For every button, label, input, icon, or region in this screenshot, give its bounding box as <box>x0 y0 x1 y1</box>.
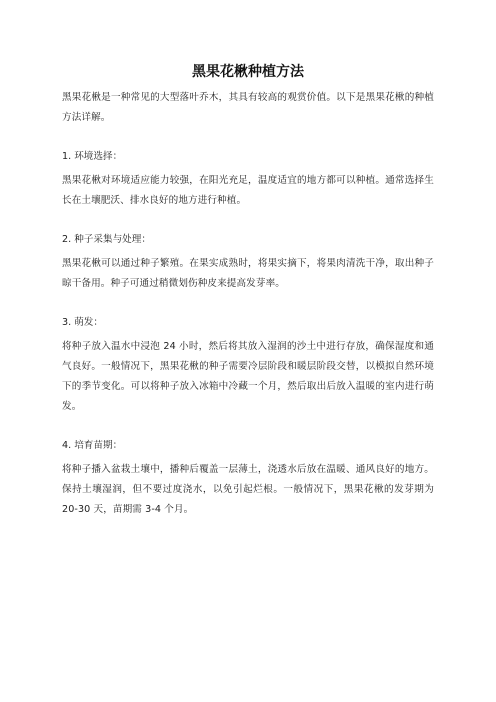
section-heading: 2. 种子采集与处理： <box>62 234 151 245</box>
section-germination <box>62 313 434 417</box>
document-title: 黑果花楸种植方法 <box>192 64 304 80</box>
section-heading: 3. 萌发： <box>62 317 103 328</box>
section-body: 黑果花楸可以通过种子繁殖。在果实成熟时，将果实摘下，将果肉清洗干净，取出种子晾干备用。种子可通过稍微划伤种皮来提高发芽率。 <box>62 258 434 289</box>
section-heading: 4. 培育苗期： <box>62 440 123 451</box>
section-environment <box>62 147 434 211</box>
section-seedling-stage <box>62 436 434 520</box>
section-heading: 1. 环境选择： <box>62 151 123 162</box>
intro-paragraph: 黑果花楸是一种常见的大型落叶乔木，其具有较高的观赏价值。以下是黑果花楸的种植方法详解。 <box>62 92 434 123</box>
section-body: 黑果花楸对环境适应能力较强，在阳光充足，温度适宜的地方都可以种植。通常选择生长在土壤肥沃、排水良好的地方进行种植。 <box>62 175 434 206</box>
section-body: 将种子放入温水中浸泡 24 小时，然后将其放入湿润的沙土中进行存放，确保湿度和通气良好。一般情况下，黑果花楸的种子需要冷层阶段和暖层阶段交替，以模拟自然环境下的季节变化。可以将种子放入冰箱中冷藏一个月，然后取出后放入温暖的室内进行萌发。 <box>62 341 434 412</box>
section-body: 将种子播入盆栽土壤中，播种后覆盖一层薄土，浇透水后放在温暖、通风良好的地方。保持土壤湿润，但不要过度浇水，以免引起烂根。一般情况下，黑果花楸的发芽期为 20-30 天，苗期需 3-4 个月。 <box>62 464 434 515</box>
section-seed-collection <box>62 230 434 294</box>
